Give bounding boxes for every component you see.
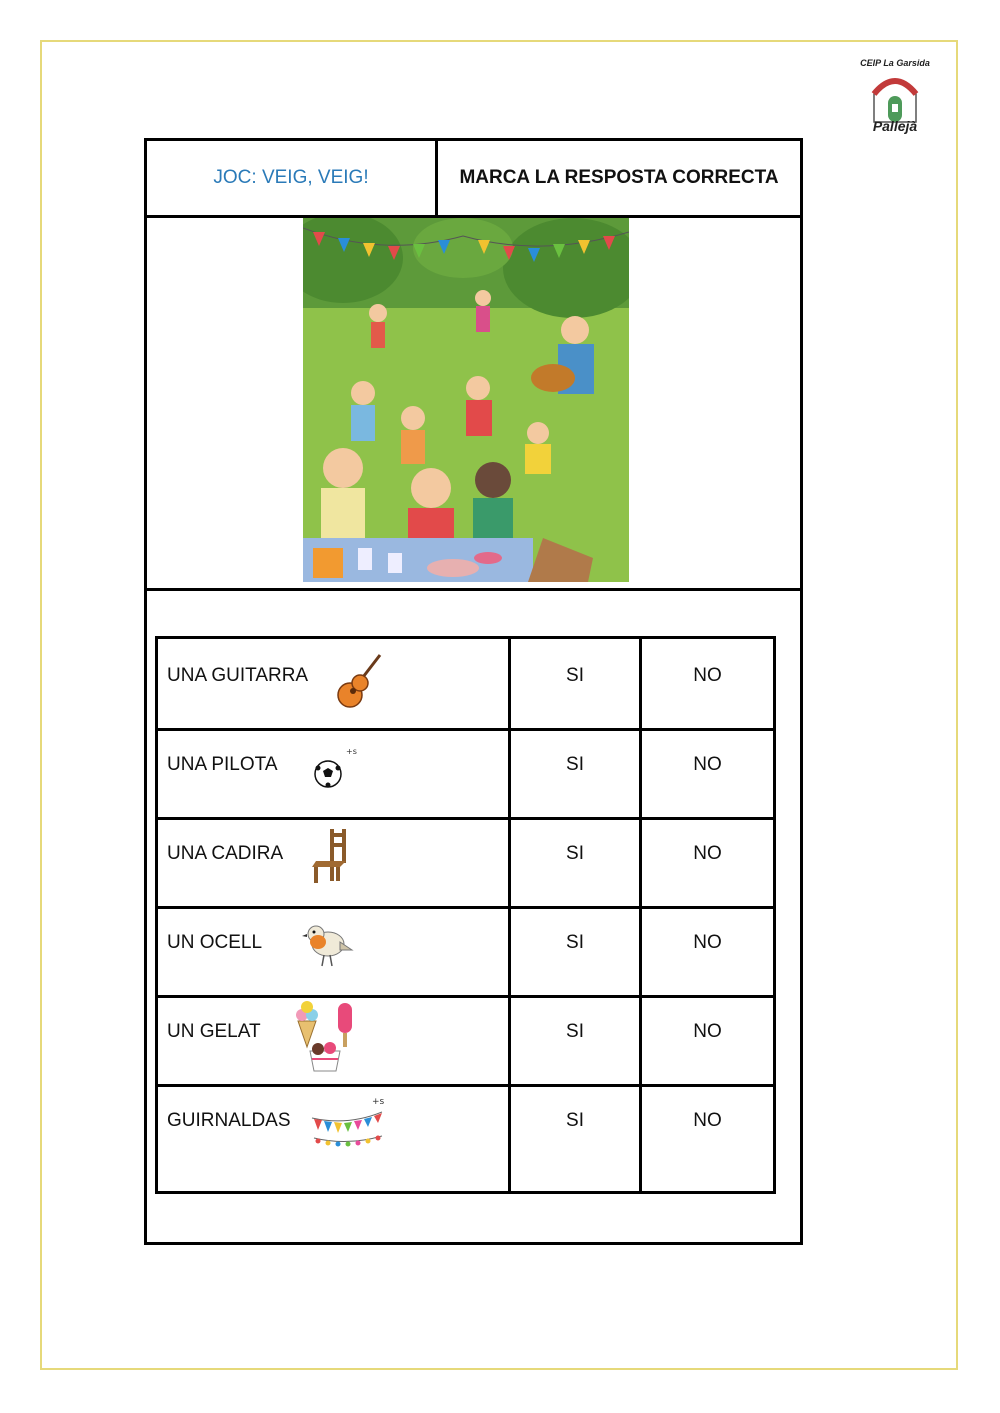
- header-row: [147, 141, 800, 218]
- game-title: JOC: VEIG, VEIG!: [147, 141, 438, 215]
- ice-cream-icon: [292, 999, 362, 1073]
- scene-cell: [147, 218, 800, 591]
- item-cell: [158, 906, 511, 995]
- logo-bottom-text: Pallejà: [872, 118, 918, 134]
- no-option[interactable]: [642, 1084, 773, 1191]
- guitar-icon: [330, 651, 386, 711]
- bunting-garland-icon: [310, 1092, 390, 1156]
- no-label: NO: [693, 665, 722, 686]
- no-label: NO: [693, 1110, 722, 1131]
- table-row: [158, 639, 773, 731]
- yes-label: SI: [566, 843, 584, 864]
- yes-option[interactable]: [511, 639, 642, 728]
- no-option[interactable]: [642, 995, 773, 1084]
- yes-option[interactable]: [511, 995, 642, 1084]
- answer-table: [155, 636, 776, 1194]
- no-option[interactable]: [642, 639, 773, 728]
- yes-label: SI: [566, 754, 584, 775]
- table-row: [158, 995, 773, 1087]
- bird-icon: [302, 920, 354, 970]
- no-label: NO: [693, 843, 722, 864]
- yes-option[interactable]: [511, 817, 642, 906]
- yes-label: SI: [566, 665, 584, 686]
- svg-text:+s: +s: [372, 1097, 385, 1107]
- svg-text:+s: +s: [346, 747, 357, 756]
- school-building-icon: [868, 70, 922, 124]
- item-label: UNA PILOTA: [167, 754, 278, 775]
- worksheet: [144, 138, 803, 1245]
- table-row: [158, 728, 773, 820]
- no-label: NO: [693, 754, 722, 775]
- no-option[interactable]: [642, 728, 773, 817]
- table-row: [158, 1084, 773, 1191]
- instruction-title: MARCA LA RESPOSTA CORRECTA: [459, 167, 779, 188]
- yes-option[interactable]: [511, 728, 642, 817]
- no-label: NO: [693, 1021, 722, 1042]
- school-logo: [858, 58, 932, 138]
- table-row: [158, 906, 773, 998]
- park-party-illustration: [303, 218, 629, 582]
- item-cell: [158, 728, 511, 817]
- no-label: NO: [693, 932, 722, 953]
- item-cell: [158, 639, 511, 728]
- item-label: UN OCELL: [167, 932, 263, 953]
- logo-top-text: CEIP La Garsida: [860, 58, 930, 68]
- table-row: [158, 817, 773, 909]
- item-label: UN GELAT: [167, 1021, 261, 1042]
- item-label: UNA GUITARRA: [167, 665, 309, 686]
- yes-label: SI: [566, 1110, 584, 1131]
- item-label: GUIRNALDAS: [167, 1110, 291, 1131]
- item-label: UNA CADIRA: [167, 843, 284, 864]
- no-option[interactable]: [642, 906, 773, 995]
- yes-label: SI: [566, 1021, 584, 1042]
- chair-icon: [310, 825, 350, 885]
- item-cell: [158, 817, 511, 906]
- yes-label: SI: [566, 932, 584, 953]
- soccer-ball-icon: [310, 742, 360, 792]
- yes-option[interactable]: [511, 906, 642, 995]
- item-cell: [158, 1084, 511, 1191]
- yes-option[interactable]: [511, 1084, 642, 1191]
- no-option[interactable]: [642, 817, 773, 906]
- item-cell: [158, 995, 511, 1084]
